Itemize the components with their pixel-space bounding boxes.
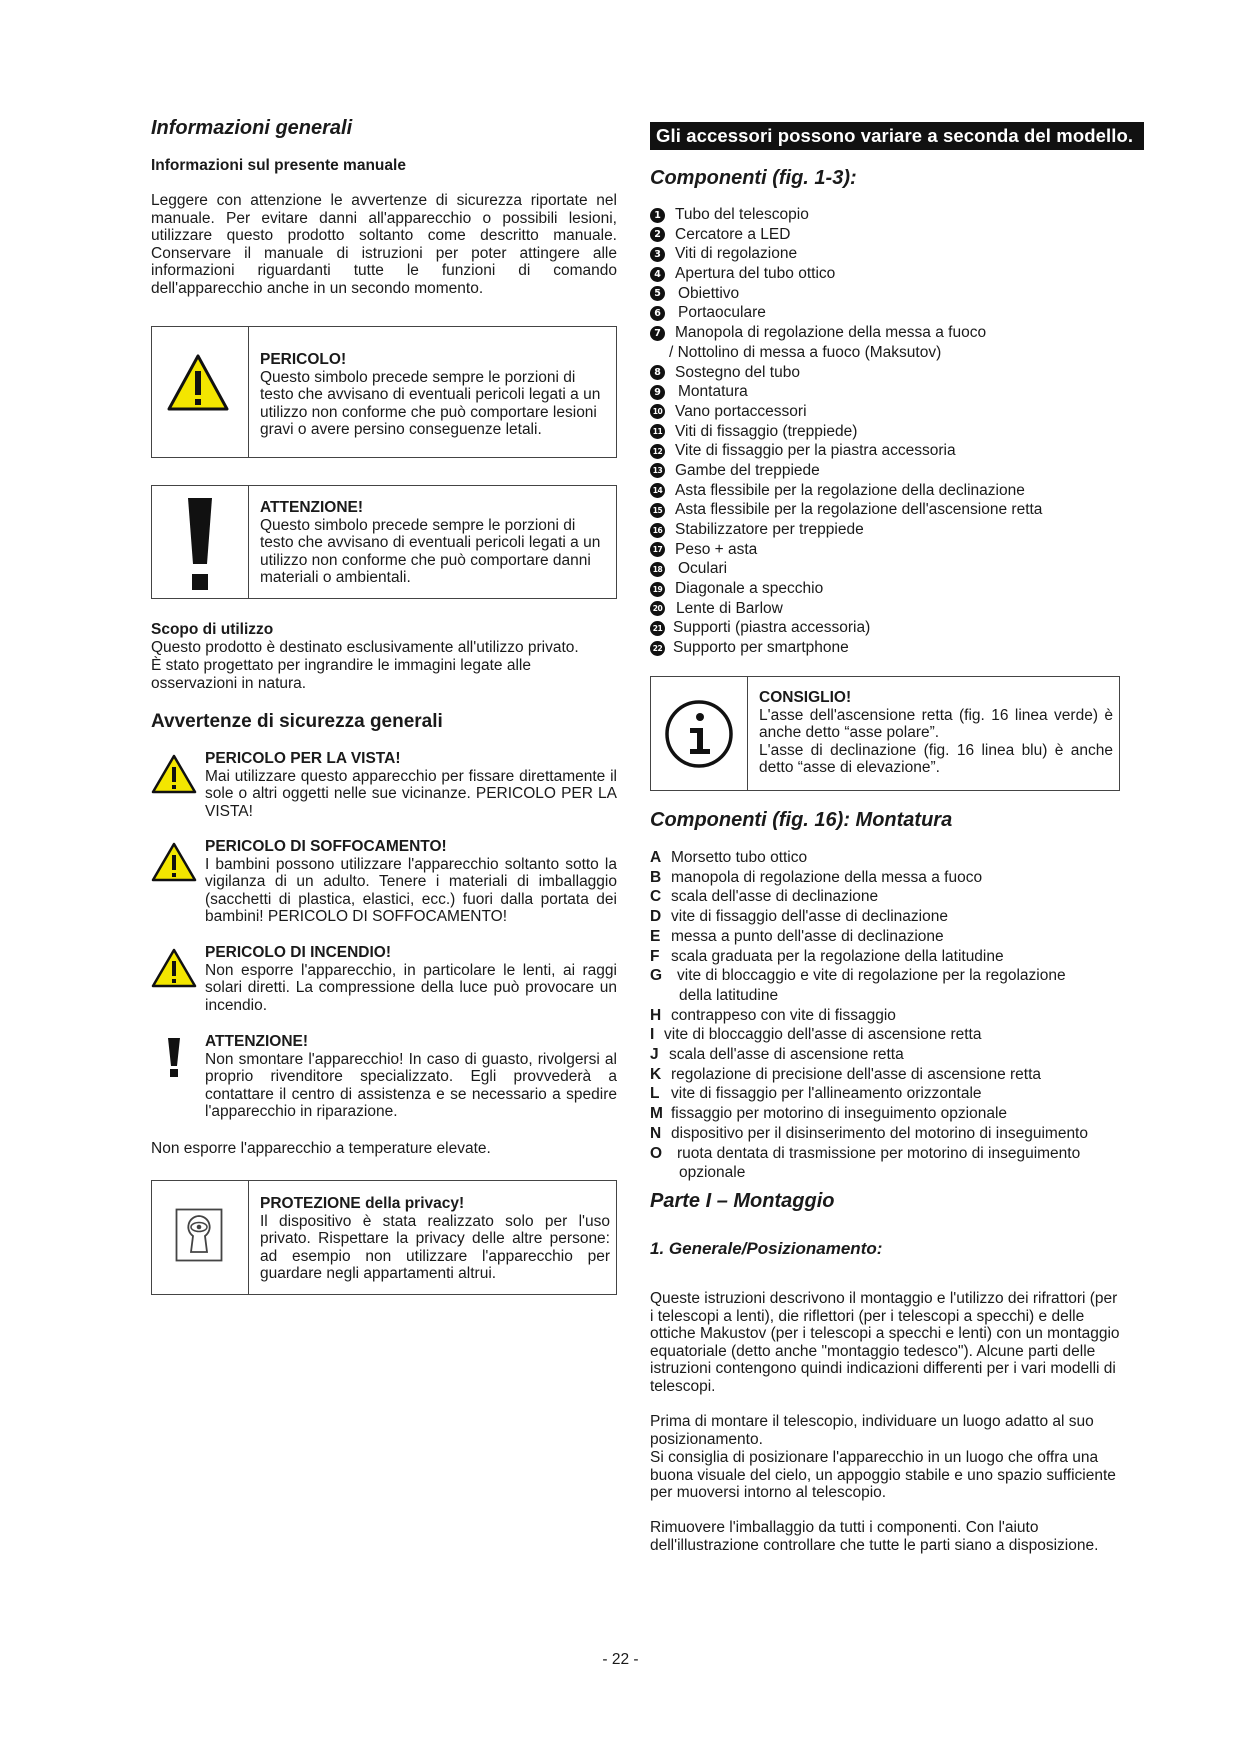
warning-text: Mai utilizzare questo apparecchio per fissare direttamente il sole o altri oggetti nelle sue vicinanze. PERICOLO PER LA VISTA! bbox=[205, 767, 617, 820]
privacy-icon-cell bbox=[152, 1181, 249, 1294]
danger-icon-cell bbox=[152, 327, 249, 457]
heat-text: Non esporre l'apparecchio a temperature elevate. bbox=[151, 1140, 491, 1157]
mount-title: Componenti (fig. 16): Montatura bbox=[650, 809, 953, 831]
part-label: Morsetto tubo ottico bbox=[671, 849, 808, 866]
list-item bbox=[650, 244, 1120, 264]
part-letter: H bbox=[650, 1006, 662, 1024]
part-letter: O bbox=[650, 1144, 663, 1162]
number-badge: 7 bbox=[650, 326, 665, 341]
danger-title: PERICOLO! bbox=[260, 351, 347, 368]
list-item bbox=[650, 868, 1120, 888]
list-item bbox=[650, 947, 1120, 967]
list-item-continuation bbox=[650, 343, 1120, 363]
list-item bbox=[650, 422, 1120, 442]
section-title-general-info: Informazioni generali bbox=[151, 117, 353, 139]
warning-title: PERICOLO PER LA VISTA! bbox=[205, 750, 401, 767]
component-label: Obiettivo bbox=[678, 284, 740, 302]
part-letter: A bbox=[650, 849, 662, 866]
list-item bbox=[650, 1104, 1120, 1124]
number-badge: 10 bbox=[650, 404, 665, 419]
list-item bbox=[650, 303, 1120, 323]
number-badge: 8 bbox=[650, 365, 665, 380]
part-label: messa a punto dell'asse di declinazione bbox=[671, 927, 944, 945]
part-letter: D bbox=[650, 908, 662, 926]
mount-parts-list bbox=[650, 848, 1120, 1183]
scope-text-2: È stato progettato per ingrandire le immagini legate alle osservazioni in natura. bbox=[151, 657, 531, 692]
component-label: Supporto per smartphone bbox=[673, 639, 849, 657]
number-badge: 4 bbox=[650, 267, 665, 282]
part-letter: J bbox=[650, 1046, 659, 1064]
part-label: manopola di regolazione della messa a fuoco bbox=[671, 868, 983, 886]
component-label: Apertura del tubo ottico bbox=[675, 265, 836, 283]
privacy-text: Il dispositivo è stata realizzato solo per l'uso privato. Rispettare la privacy delle altre persone: ad esempio non utilizzare l'apparecchio per guardare negli appartamenti altrui. bbox=[260, 1212, 610, 1283]
list-item bbox=[650, 1065, 1120, 1085]
list-item bbox=[650, 618, 1120, 638]
component-label: Stabilizzatore per treppiede bbox=[675, 521, 864, 538]
list-item bbox=[650, 1025, 1120, 1045]
warning-triangle-icon bbox=[151, 842, 197, 882]
tip-text-2: L'asse di declinazione (fig. 16 linea blu) è anche detto “asse di elevazione”. bbox=[759, 741, 1113, 777]
part-letter: B bbox=[650, 868, 662, 886]
component-label: Supporti (piastra accessoria) bbox=[673, 619, 871, 637]
number-badge: 18 bbox=[650, 562, 665, 577]
list-item bbox=[650, 500, 1120, 520]
list-item bbox=[650, 461, 1120, 481]
number-badge: 14 bbox=[650, 483, 665, 498]
list-item bbox=[650, 441, 1120, 461]
tip-box bbox=[650, 676, 1120, 791]
part-label: fissaggio per motorino di inseguimento opzionale bbox=[671, 1105, 1008, 1123]
warning-triangle-icon bbox=[151, 754, 197, 794]
component-label: Tubo del telescopio bbox=[675, 206, 809, 223]
attention-title: ATTENZIONE! bbox=[260, 499, 364, 516]
scope-text-1: Questo prodotto è destinato esclusivamente all'utilizzo privato. bbox=[151, 639, 579, 656]
part-label: scala graduata per la regolazione della latitudine bbox=[671, 947, 1004, 965]
danger-text: Questo simbolo precede sempre le porzioni di testo che avvisano di eventuali pericoli legati a un utilizzo non conforme che può comportare lesioni gravi o avere persino conseguenze letali. bbox=[260, 368, 601, 439]
part-letter: F bbox=[650, 947, 660, 965]
number-badge: 19 bbox=[650, 582, 665, 597]
part-title: Parte I – Montaggio bbox=[650, 1190, 835, 1212]
component-label: Portaoculare bbox=[678, 304, 766, 322]
list-item bbox=[650, 323, 1120, 343]
accessories-banner: Gli accessori possono variare a seconda del modello. bbox=[650, 122, 1144, 150]
component-label: Viti di regolazione bbox=[675, 245, 798, 263]
warning-title: PERICOLO DI INCENDIO! bbox=[205, 944, 392, 961]
tip-text-1: L'asse dell'ascensione retta (fig. 16 linea verde) è anche detto “asse polare”. bbox=[759, 706, 1113, 742]
list-item bbox=[650, 1006, 1120, 1026]
list-item bbox=[650, 1124, 1120, 1144]
component-label: Peso + asta bbox=[675, 540, 758, 558]
part-label-continuation: della latitudine bbox=[679, 986, 779, 1004]
list-item bbox=[650, 363, 1120, 383]
component-label: Montatura bbox=[678, 383, 748, 401]
component-label: Gambe del treppiede bbox=[675, 461, 820, 479]
para-2b: Si consiglia di posizionare l'apparecchio in un luogo che offra una buona visuale del cielo, un appoggio stabile e uno spazio sufficiente per muoversi intorno al telescopio. bbox=[650, 1449, 1116, 1502]
list-item bbox=[650, 559, 1120, 579]
exclamation-icon bbox=[164, 1038, 184, 1078]
list-item bbox=[650, 264, 1120, 284]
list-item bbox=[650, 382, 1120, 402]
part-letter: C bbox=[650, 888, 662, 906]
component-label: Asta flessibile per la regolazione dell'ascensione retta bbox=[675, 501, 1043, 519]
part-letter: M bbox=[650, 1105, 663, 1123]
number-badge: 9 bbox=[650, 385, 665, 400]
number-badge: 1 bbox=[650, 208, 665, 223]
component-label: Manopola di regolazione della messa a fuoco bbox=[675, 324, 987, 342]
components-list bbox=[650, 205, 1120, 658]
list-item bbox=[650, 205, 1120, 225]
tip-title: CONSIGLIO! bbox=[759, 689, 852, 706]
part-label: ruota dentata di trasmissione per motorino di inseguimento bbox=[677, 1144, 1081, 1162]
list-item bbox=[650, 599, 1120, 619]
part-letter: L bbox=[650, 1085, 660, 1103]
list-item bbox=[650, 540, 1120, 560]
list-item bbox=[650, 927, 1120, 947]
list-item bbox=[650, 225, 1120, 245]
attention-text: Questo simbolo precede sempre le porzioni di testo che avvisano di eventuali pericoli legati a un utilizzo non conforme che può comportare danni materiali o ambientali. bbox=[260, 516, 601, 587]
list-item bbox=[650, 1084, 1120, 1104]
number-badge: 2 bbox=[650, 227, 665, 242]
privacy-title: PROTEZIONE della privacy! bbox=[260, 1195, 465, 1212]
safety-title: Avvertenze di sicurezza generali bbox=[151, 711, 443, 732]
para-2a: Prima di montare il telescopio, individuare un luogo adatto al suo posizionamento. bbox=[650, 1413, 1094, 1448]
warning-text: I bambini possono utilizzare l'apparecchio soltanto sotto la vigilanza di un adulto. Tenere i materiali di imballaggio (sacchetti di plastica, elastici, ecc.) fuori dalla portata dei bambini! PERICOLO DI SOFFOCAMENTO! bbox=[205, 855, 617, 926]
number-badge: 22 bbox=[650, 641, 665, 656]
part-letter: G bbox=[650, 967, 663, 985]
general-title: 1. Generale/Posizionamento: bbox=[650, 1239, 883, 1258]
number-badge: 17 bbox=[650, 542, 665, 557]
privacy-box bbox=[151, 1180, 617, 1295]
list-item bbox=[650, 481, 1120, 501]
component-label: Oculari bbox=[678, 560, 728, 578]
list-item bbox=[650, 848, 1120, 868]
number-badge: 13 bbox=[650, 463, 665, 478]
component-label: / Nottolino di messa a fuoco (Maksutov) bbox=[669, 343, 942, 361]
list-item bbox=[650, 402, 1120, 422]
list-item bbox=[650, 1045, 1120, 1065]
part-letter: E bbox=[650, 927, 661, 945]
list-item bbox=[650, 520, 1120, 540]
component-label: Sostegno del tubo bbox=[675, 363, 800, 381]
list-item bbox=[650, 579, 1120, 599]
danger-box bbox=[151, 326, 617, 458]
warning-triangle-icon bbox=[166, 353, 230, 413]
scope-heading: Scopo di utilizzo bbox=[151, 621, 274, 638]
warning-title: PERICOLO DI SOFFOCAMENTO! bbox=[205, 838, 447, 855]
component-label: Cercatore a LED bbox=[675, 225, 791, 243]
number-badge: 21 bbox=[650, 621, 665, 636]
components-title: Componenti (fig. 1-3): bbox=[650, 167, 857, 189]
part-label: regolazione di precisione dell'asse di ascensione retta bbox=[671, 1065, 1042, 1083]
part-label: dispositivo per il disinserimento del motorino di inseguimento bbox=[671, 1124, 1088, 1142]
warning-text: Non esporre l'apparecchio, in particolare le lenti, ai raggi solari diretti. La compressione della luce può provocare un incendio. bbox=[205, 961, 617, 1014]
component-label: Vite di fissaggio per la piastra accessoria bbox=[675, 442, 956, 460]
number-badge: 16 bbox=[650, 523, 665, 538]
part-label: contrappeso con vite di fissaggio bbox=[671, 1006, 896, 1024]
part-label: vite di bloccaggio dell'asse di ascensione retta bbox=[664, 1026, 982, 1044]
number-badge: 6 bbox=[650, 306, 665, 321]
part-label: scala dell'asse di ascensione retta bbox=[669, 1046, 904, 1064]
tip-icon-cell bbox=[651, 677, 748, 790]
list-item bbox=[650, 887, 1120, 907]
manual-text: Leggere con attenzione le avvertenze di sicurezza riportate nel manuale. Per evitare danni all'apparecchio o possibili lesioni, utilizzare questo prodotto soltanto come descritto manuale. Conservare il manuale di istruzioni per poter attingere alle informazioni riguardanti tutte le funzioni di comando dell'apparecchio anche in un secondo momento. bbox=[151, 192, 617, 297]
attention-box bbox=[151, 485, 617, 599]
warning-text: Non smontare l'apparecchio! In caso di guasto, rivolgersi al proprio rivenditore specializzato. Egli provvederà a contattare il centro di assistenza e se necessario a spedire l'apparecchio in riparazione. bbox=[205, 1050, 617, 1121]
part-label: vite di fissaggio per l'allineamento orizzontale bbox=[671, 1085, 982, 1103]
privacy-keyhole-icon bbox=[175, 1208, 223, 1262]
part-letter: I bbox=[650, 1026, 655, 1044]
para-3: Rimuovere l'imballaggio da tutti i componenti. Con l'aiuto dell'illustrazione controllare che tutte le parti siano a disposizione. bbox=[650, 1519, 1099, 1554]
part-letter: N bbox=[650, 1124, 662, 1142]
number-badge: 5 bbox=[650, 286, 665, 301]
list-item bbox=[650, 638, 1120, 658]
exclamation-icon bbox=[185, 498, 215, 592]
attention-icon-cell bbox=[152, 486, 249, 598]
part-label-continuation: opzionale bbox=[679, 1164, 746, 1182]
page-number: - 22 - bbox=[602, 1651, 639, 1668]
list-item bbox=[650, 907, 1120, 927]
info-icon bbox=[664, 699, 734, 769]
component-label: Viti di fissaggio (treppiede) bbox=[675, 422, 858, 440]
number-badge: 11 bbox=[650, 424, 665, 439]
para-1: Queste istruzioni descrivono il montaggio e l'utilizzo dei rifrattori (per i telescopi a lenti), die riflettori (per i telescopi a specchi) e delle ottiche Makustov (per i telescopi a specchi e lenti) con un montaggio equatoriale (detto anche "montaggio tedesco"). Alcune parti delle istruzioni contengono quindi indicazioni differenti per i vari modelli di telescopi. bbox=[650, 1290, 1120, 1395]
component-label: Diagonale a specchio bbox=[675, 580, 824, 598]
part-label: vite di bloccaggio e vite di regolazione per la regolazione bbox=[677, 967, 1066, 985]
component-label: Asta flessibile per la regolazione della declinazione bbox=[675, 481, 1025, 499]
number-badge: 15 bbox=[650, 503, 665, 518]
number-badge: 20 bbox=[650, 601, 665, 616]
list-item bbox=[650, 966, 1120, 1005]
list-item bbox=[650, 284, 1120, 304]
manual-heading: Informazioni sul presente manuale bbox=[151, 157, 406, 174]
warning-triangle-icon bbox=[151, 948, 197, 988]
part-label: scala dell'asse di declinazione bbox=[671, 888, 879, 906]
part-letter: K bbox=[650, 1065, 662, 1083]
component-label: Vano portaccessori bbox=[675, 402, 807, 420]
part-label: vite di fissaggio dell'asse di declinazione bbox=[671, 908, 948, 926]
number-badge: 3 bbox=[650, 247, 665, 262]
list-item bbox=[650, 1144, 1120, 1183]
number-badge: 12 bbox=[650, 444, 665, 459]
component-label: Lente di Barlow bbox=[676, 599, 783, 617]
warning-title: ATTENZIONE! bbox=[205, 1033, 309, 1050]
